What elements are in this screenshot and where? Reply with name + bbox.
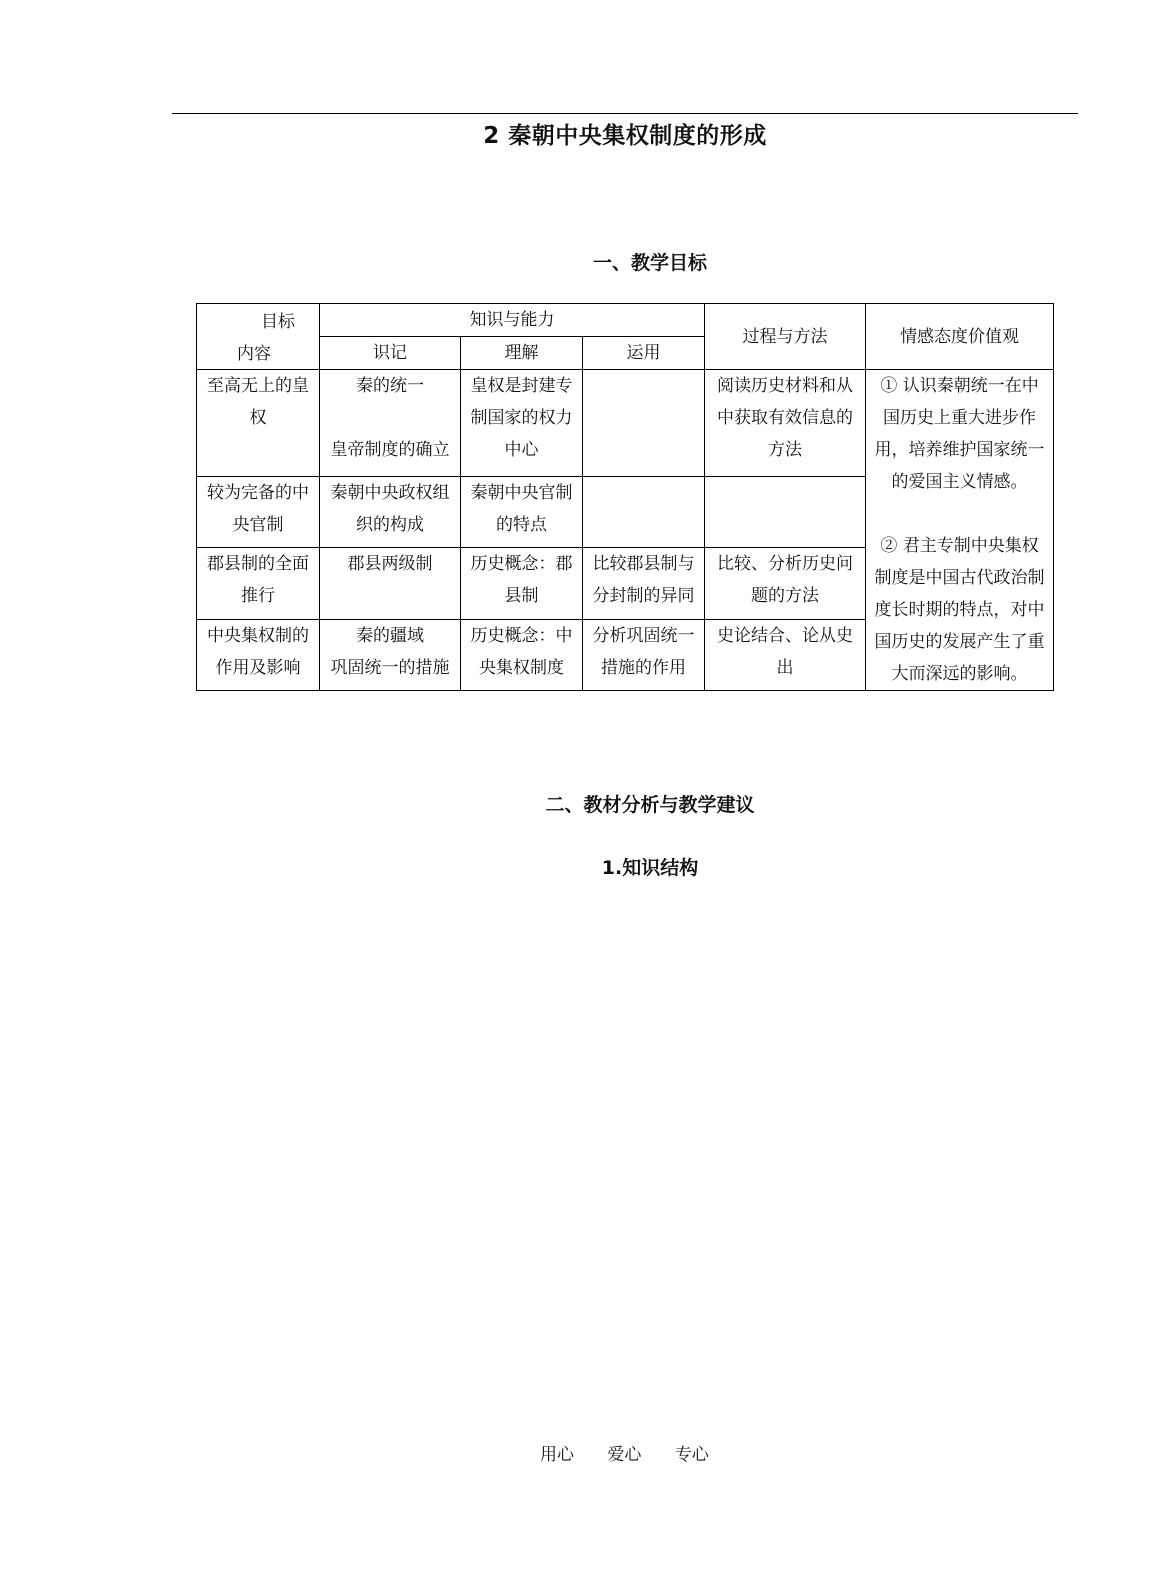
- header-process-method: 过程与方法: [705, 304, 866, 370]
- cell-emotion-values: [866, 370, 1054, 691]
- page-footer: [540, 1440, 737, 1465]
- emotion-goal-1: ① 认识秦朝统一在中国历史上重大进步作用，培养维护国家统一的爱国主义情感。: [874, 376, 1045, 492]
- header-understand: 理解: [461, 337, 583, 370]
- cell-recall: [320, 619, 461, 690]
- cell-recall: 秦朝中央政权组织的构成: [320, 476, 461, 547]
- cell-apply: 比较郡县制与分封制的异同: [583, 548, 705, 619]
- header-rule: [172, 113, 1078, 114]
- cell-recall-line: 巩固统一的措施: [330, 657, 450, 678]
- emotion-goal-2: ② 君主专制中央集权制度是中国古代政治制度长时期的特点，对中国历史的发展产生了重大而深远的影响。: [874, 536, 1045, 684]
- document-title: 2 秦朝中央集权制度的形成: [483, 123, 767, 149]
- cell-apply: [583, 476, 705, 547]
- cell-apply: [583, 370, 705, 477]
- cell-content: 中央集权制的作用及影响: [197, 619, 320, 690]
- cell-content: 郡县制的全面推行: [197, 548, 320, 619]
- cell-recall-line: 皇帝制度的确立: [330, 440, 450, 460]
- cell-recall-line: 秦的疆域: [356, 625, 424, 646]
- cell-apply: 分析巩固统一措施的作用: [583, 619, 705, 690]
- cell-process: 阅读历史材料和从中获取有效信息的方法: [705, 370, 866, 477]
- section-heading-material-analysis: 二、教材分析与教学建议: [545, 794, 755, 816]
- footer-word: 专心: [674, 1445, 709, 1465]
- footer-word: 爱心: [607, 1445, 642, 1465]
- cell-understand: 历史概念：郡县制: [461, 548, 583, 619]
- cell-recall: 郡县两级制: [320, 548, 461, 619]
- header-knowledge-ability: 知识与能力: [320, 304, 705, 337]
- teaching-goals-table: [196, 303, 1054, 691]
- cell-process: 史论结合、论从史出: [705, 619, 866, 690]
- cell-process: 比较、分析历史问题的方法: [705, 548, 866, 619]
- cell-understand: 皇权是封建专制国家的权力中心: [461, 370, 583, 477]
- table-corner-header: [197, 304, 320, 370]
- table-row: [197, 370, 1054, 477]
- footer-word: 用心: [540, 1445, 574, 1465]
- subheading-knowledge-structure: 1.知识结构: [601, 857, 699, 879]
- section-heading-teaching-goals: 一、教学目标: [592, 252, 707, 274]
- header-recall: 识记: [320, 337, 461, 370]
- cell-process: [705, 476, 866, 547]
- cell-content: 至高无上的皇权: [197, 370, 320, 477]
- header-emotion-values: 情感态度价值观: [866, 304, 1054, 370]
- cell-content: 较为完备的中央官制: [197, 476, 320, 547]
- header-apply: 运用: [583, 337, 705, 370]
- cell-recall-line: 秦的统一: [356, 376, 424, 396]
- corner-label-goal: 目标: [261, 312, 295, 332]
- cell-recall: [320, 370, 461, 477]
- corner-label-content: 内容: [237, 344, 271, 364]
- cell-understand: 秦朝中央官制的特点: [461, 476, 583, 547]
- cell-understand: 历史概念：中央集权制度: [461, 619, 583, 690]
